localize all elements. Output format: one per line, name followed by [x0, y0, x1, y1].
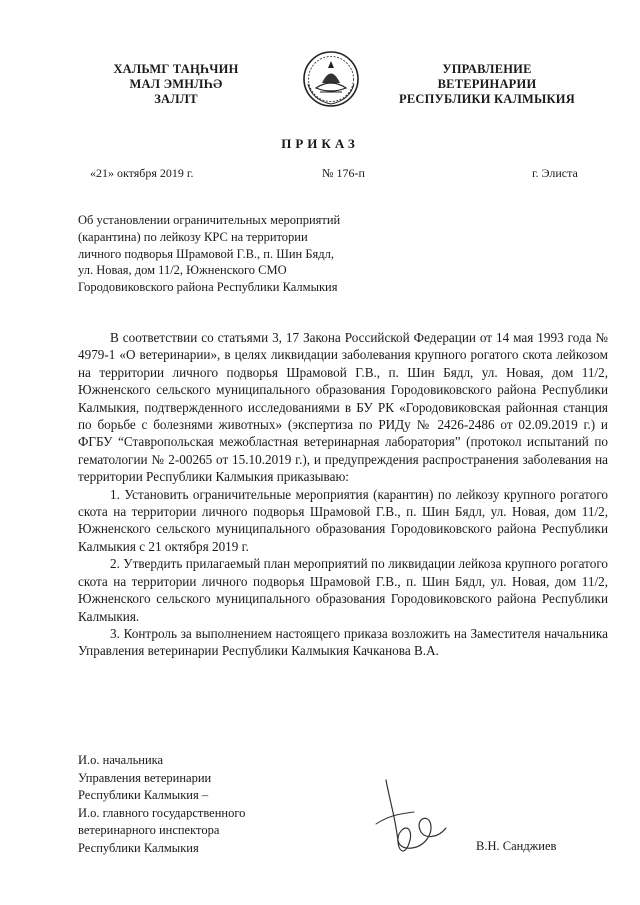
subject-line: ул. Новая, дом 11/2, Южненского СМО [78, 263, 287, 278]
subject-line: (карантина) по лейкозу КРС на территории [78, 229, 308, 244]
order-subject [78, 212, 408, 296]
kalmykia-emblem-icon [302, 48, 360, 110]
document-number: № 176-п [322, 166, 365, 180]
header-russian-org [398, 62, 576, 107]
header-left-line: ЗАЛЛТ [154, 92, 198, 106]
header-right-line: ВЕТЕРИНАРИИ [437, 77, 537, 91]
signatory-line: И.о. главного государственного [78, 805, 246, 820]
signatory-line: ветеринарного инспектора [78, 823, 220, 837]
document-city: г. Элиста [532, 166, 578, 180]
document-title: ПРИКАЗ [281, 136, 359, 151]
signatory-line: Республики Калмыкия [78, 840, 199, 855]
order-item-2: 2. Утвердить прилагаемый план мероприятий по ликвидации лейкоза крупного рогатого скота на территории личного подворья Шрамовой Г.В., п. Шин Бядл, ул. Новая, дом 11/2, Южненского сельского муниципального образования Городовиковского района Республики Калмыкия. [78, 556, 608, 624]
signatory-line: Управления ветеринарии [78, 770, 212, 785]
preamble-paragraph: В соответствии со статьями 3, 17 Закона Российской Федерации от 14 мая 1993 года № 4979-1 «О ветеринарии», в целях ликвидации заболевания крупного рогатого скота лейкозом на территории личного подворья Шрамовой Г.В., п. Шин Бядл, ул. Новая, дом 11/2, Южненского сельского муниципального образования Городовиковского района Республики Калмыкия, подтвержденного исследованиями в БУ РК «Городовиковская районная станция по борьбе с болезнями животных» (экспертиза по РИДу № 2426-2486 от 02.09.2019 г.) и ФГБУ “Ставропольская межобластная ветеринарная лаборатория” (протокол испытаний по гематологии № 2-00265 от 15.10.2019 г.), и предупреждения распространения заболевания на территории Республики Калмыкия приказываю: [78, 330, 608, 485]
order-body [78, 329, 608, 660]
subject-line: Городовиковского района Республики Калмыкия [78, 280, 338, 295]
header-left-line: МАЛ ЭМНЛҺӘ [129, 77, 223, 91]
header-left-line: ХАЛЬМГ ТАҢҺЧИН [113, 62, 239, 76]
subject-line: личного подворья Шрамовой Г.В., п. Шин Бядл, [78, 246, 334, 261]
document-date: «21» октября 2019 г. [90, 166, 194, 180]
header-kalmyk-org [96, 62, 256, 107]
header-right-line: УПРАВЛЕНИЕ [442, 62, 532, 76]
order-item-1: 1. Установить ограничительные мероприятия (карантин) по лейкозу крупного рогатого скота на территории личного подворья Шрамовой Г.В., п. Шин Бядл, ул. Новая, дом 11/2, Южненского сельского муниципального образования Городовиковского района Республики Калмыкия с 21 октября 2019 г. [78, 486, 608, 554]
handwritten-signature [368, 772, 458, 858]
header-right-line: РЕСПУБЛИКИ КАЛМЫКИЯ [399, 92, 575, 106]
order-item-3: 3. Контроль за выполнением настоящего приказа возложить на Заместителя начальника Управления ветеринарии Республики Калмыкия Качканова В.А. [78, 625, 608, 659]
signatory-position [78, 752, 318, 857]
signatory-line: Республики Калмыкия – [78, 788, 209, 802]
subject-line: Об установлении ограничительных мероприятий [78, 213, 341, 227]
signatory-line: И.о. начальника [78, 753, 164, 767]
signatory-name: В.Н. Санджиев [476, 839, 557, 853]
